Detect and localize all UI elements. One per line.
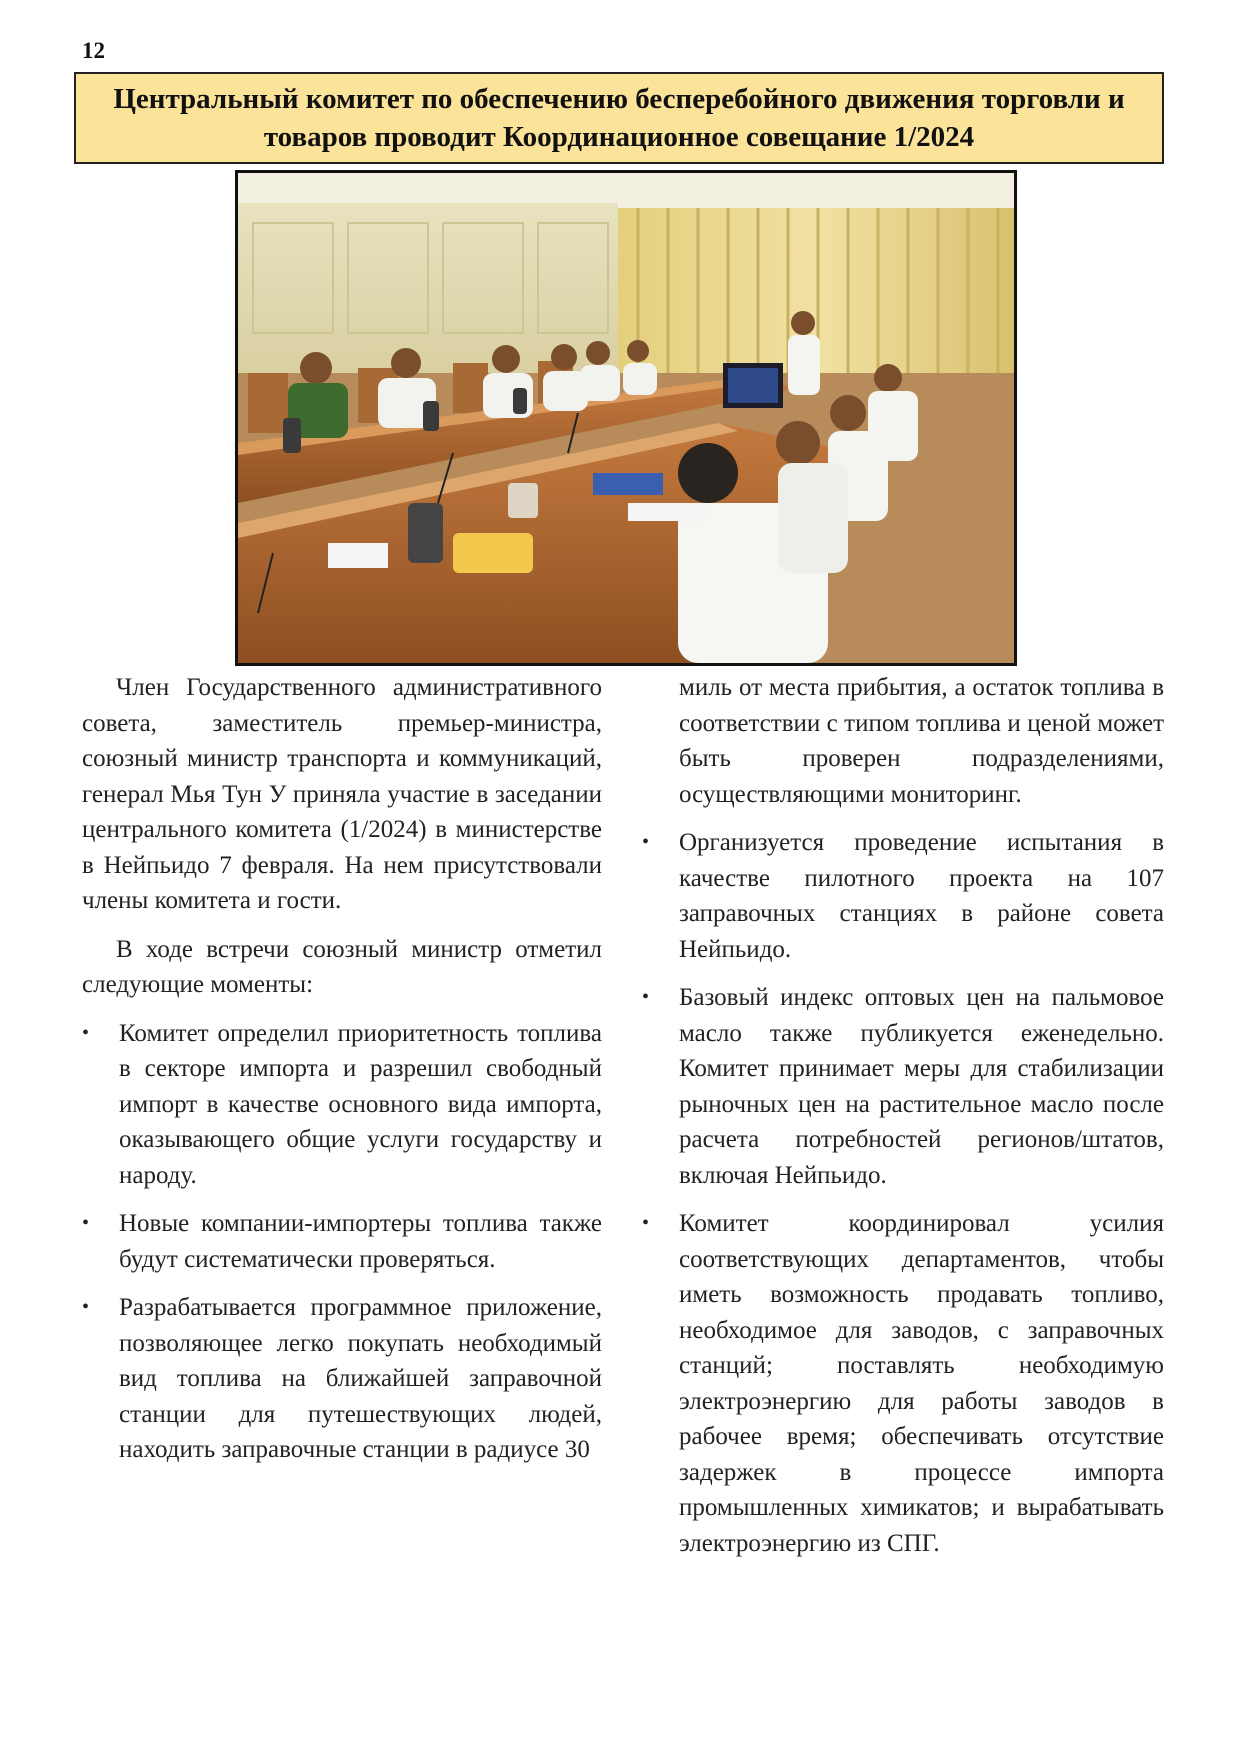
bullet-icon: • [642, 1212, 650, 1234]
left-column [82, 670, 602, 1481]
list-item: • Организуется проведение испытания в качестве пилотного проекта на 107 заправочных станциях в районе совета Нейпьидо. [642, 825, 1164, 967]
list-item: • Разрабатывается программное приложение, позволяющее легко покупать необходимый вид топлива на ближайшей заправочной станции для путешествующих людей, находить заправочные станции в радиусе 30 [82, 1290, 602, 1468]
bullet-icon: • [642, 831, 650, 853]
bullet-icon: • [642, 986, 650, 1008]
right-column [642, 670, 1164, 1574]
left-bullet-list [82, 1016, 602, 1468]
intro-paragraph: Член Государственного административного совета, заместитель премьер-министра, союзный министр транспорта и коммуникаций, генерал Мья Тун У приняла участие в заседании центрального комитета (1/2024) в министерстве в Нейпьидо 7 февраля. На нем присутствовали члены комитета и гости. [82, 674, 602, 914]
bullet-icon: • [82, 1296, 90, 1318]
list-item: • Новые компании-импортеры топлива также будут систематически проверяться. [82, 1206, 602, 1277]
list-item: • Базовый индекс оптовых цен на пальмовое масло также публикуется еженедельно. Комитет принимает меры для стабилизации рыночных цен на растительное масло после расчета потребностей регионов/штатов, включая Нейпьидо. [642, 980, 1164, 1193]
intro-paragraph-2: В ходе встречи союзный министр отметил следующие моменты: [82, 935, 602, 998]
list-item: • Комитет определил приоритетность топлива в секторе импорта и разрешил свободный импорт в качестве основного вида импорта, оказывающего общие услуги государству и народу. [82, 1016, 602, 1194]
bullet-icon: • [82, 1021, 90, 1044]
list-item-continuation: миль от места прибытия, а остаток топлива в соответствии с типом топлива и ценой может быть проверен подразделениями, осуществляющими мониторинг. [679, 674, 1164, 808]
page-number: 12 [82, 38, 105, 63]
meeting-photo [235, 170, 1017, 666]
article-title-box [74, 72, 1164, 164]
right-bullet-list [642, 670, 1164, 1561]
list-item: • Комитет координировал усилия соответствующих департаментов, чтобы иметь возможность продавать топливо, необходимое для заводов, с заправочных станций; поставлять необходимую электроэнергию для работы заводов в рабочее время; обеспечивать отсутствие задержек в процессе импорта промышленных химикатов; и вырабатывать электроэнергию из СПГ. [642, 1206, 1164, 1561]
bullet-icon: • [82, 1212, 90, 1234]
article-title: Центральный комитет по обеспечению бесперебойного движения торговли и товаров проводит Координационное совещание 1/2024 [113, 83, 1125, 153]
